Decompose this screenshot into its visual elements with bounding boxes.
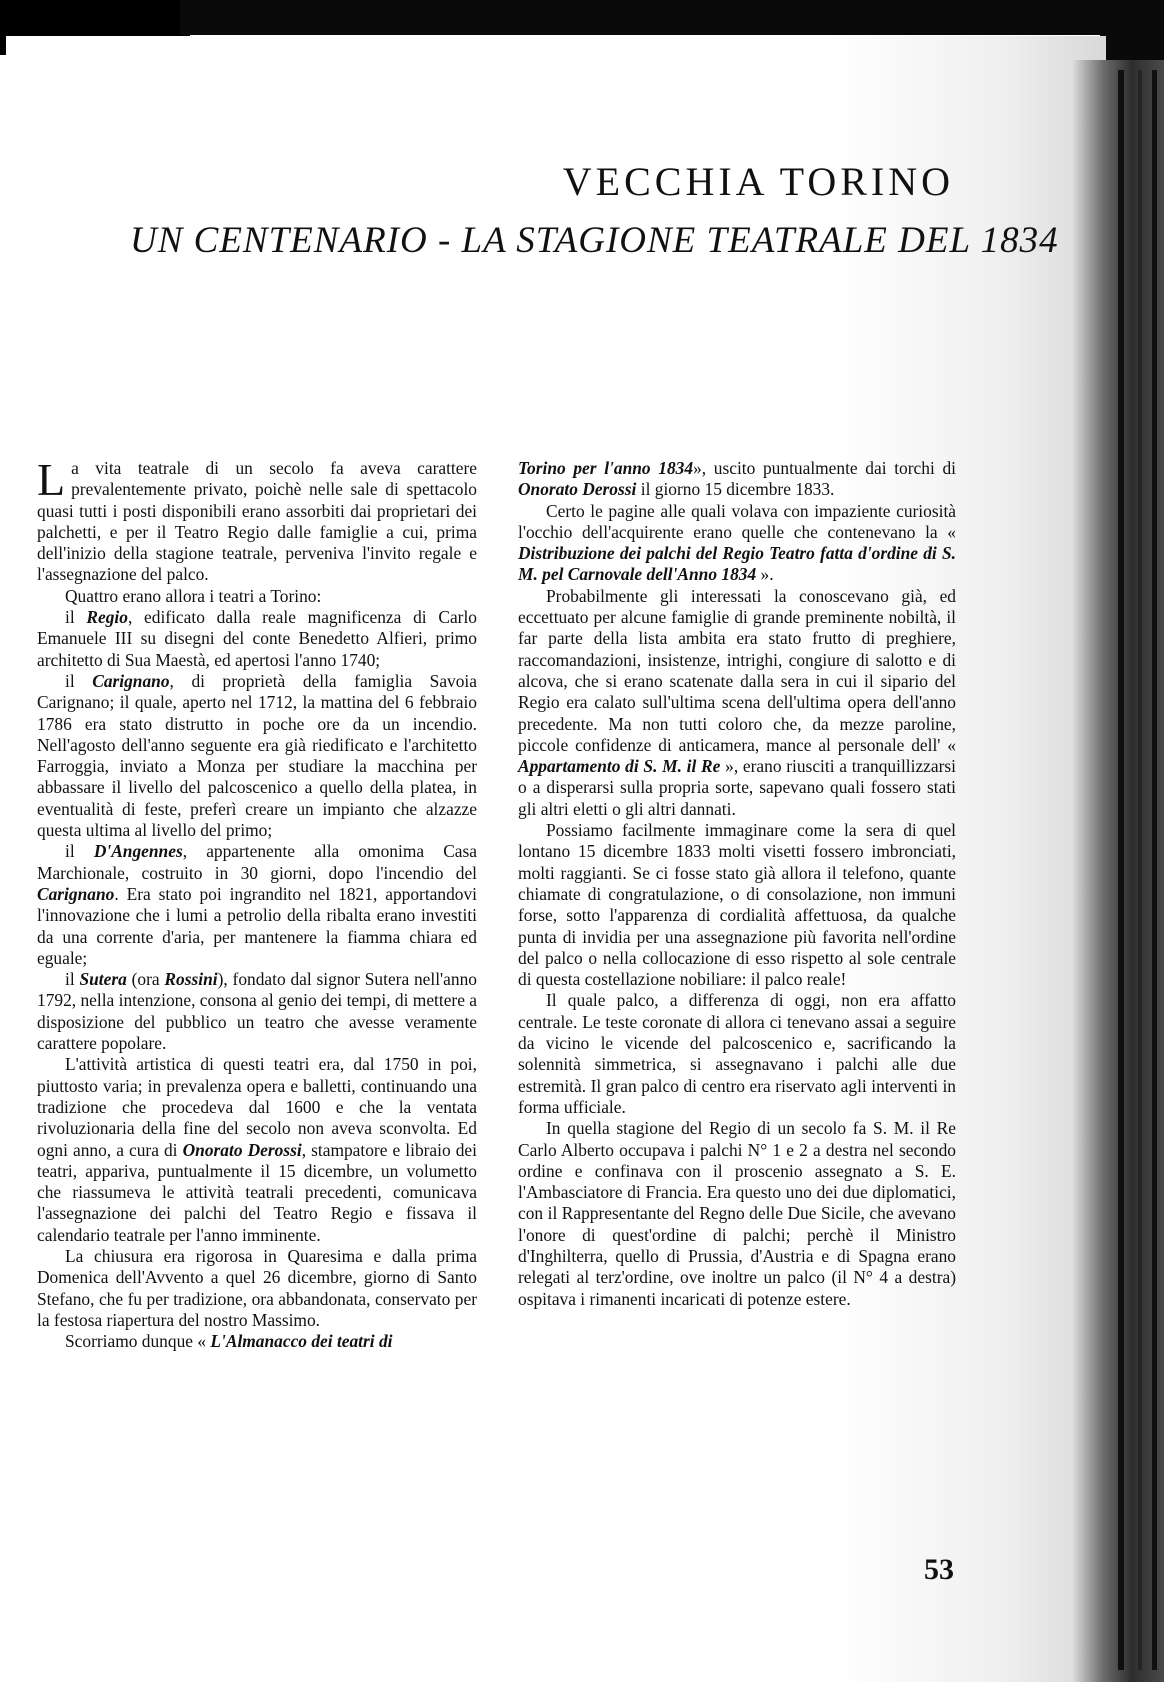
article-column-right: [518, 458, 956, 1310]
theatre-name: Carignano: [92, 670, 170, 691]
page-edge-stripe: [1118, 70, 1124, 1670]
theatre-name: D'Angennes: [93, 841, 183, 862]
publisher-name: Onorato Derossi: [518, 479, 637, 500]
drop-cap: L: [37, 454, 66, 505]
article-column-left: [37, 454, 477, 1352]
article-title: UN CENTENARIO - LA STAGIONE TEATRALE DEL 1834: [130, 220, 1059, 261]
page-edge-stripe: [1152, 70, 1157, 1670]
paragraph: Il quale palco, a differenza di oggi, non era affatto centrale. Le teste coronate di allora ci tenevano assai a seguire da vicino le vicende del palcoscenico e, sacrificando la solennità simmetrica, si assegnavano i palchi alle due estremità. Il gran palco di centro era riservato agli interventi in forma ufficiale.: [518, 990, 956, 1117]
paragraph: Possiamo facilmente immaginare come la sera di quel lontano 15 dicembre 1833 molti visetti fossero imbronciati, molti raggianti. Se ci fosse stato già allora il telefono, quante chiamate di congratulazione, o di consolazione, non immuni forse, sotto l'apparenza di cordialità affettuosa, da qualche punta di invidia per una assegnazione più favorita nell'ordine del palco o nella collocazione di esso rispetto al sole centrale di questa costellazione nobiliare: il palco reale!: [518, 820, 956, 990]
publication-title: Distribuzione dei palchi del Regio Teatro fatta d'ordine di S. M. pel Carnovale dell'Anno 1834: [518, 543, 956, 585]
page-edge-stripe: [1138, 70, 1142, 1670]
scan-border-top: [180, 0, 1164, 35]
paragraph: Quattro erano allora i teatri a Torino:: [65, 585, 322, 606]
paragraph: Certo le pagine alle quali volava con impaziente curiosità l'occhio dell'acquirente erano quelle che contenevano la « Distribuzione dei palchi del Regio Teatro fatta d'ordine di S. M. pel Carnovale dell'Anno 1834 ».: [518, 500, 956, 585]
section-title: VECCHIA TORINO: [562, 159, 954, 204]
page-number: 53: [924, 1553, 954, 1586]
paragraph: Scorriamo dunque « L'Almanacco dei teatri di: [65, 1331, 393, 1352]
paragraph: Torino per l'anno 1834», uscito puntualmente dai torchi di Onorato Derossi il giorno 15 dicembre 1833.: [518, 458, 956, 500]
theatre-name: Sutera: [79, 969, 127, 990]
paragraph: il Regio, edificato dalla reale magnificenza di Carlo Emanuele III su disegni del conte Benedetto Alfieri, primo architetto di Sua Maestà, ed apertosi l'anno 1740;: [37, 607, 477, 670]
publication-title: Appartamento di S. M. il Re: [518, 756, 721, 777]
paragraph: il D'Angennes, appartenente alla omonima Casa Marchionale, costruito in 30 giorni, dopo l'incendio del Carignano. Era stato poi ingrandito nel 1821, apportandovi l'innovazione che i lumi a petrolio della ribalta erano investiti da una corrente d'aria, per mantenere la fiamma chiara ed eguale;: [37, 841, 477, 968]
paragraph: La chiusura era rigorosa in Quaresima e dalla prima Domenica dell'Avvento a quel 26 dicembre, giorno di Santo Stefano, che fu per tradizione, ora abbandonata, conservato per la festosa riapertura del nostro Massimo.: [37, 1245, 477, 1330]
publication-title: Torino per l'anno 1834: [518, 458, 694, 478]
paragraph: il Sutera (ora Rossini), fondato dal signor Sutera nell'anno 1792, nella intenzione, consona al genio dei tempi, di mettere a disposizione del pubblico un teatro che avesse veramente carattere popolare.: [37, 969, 477, 1054]
paragraph: L'attività artistica di questi teatri era, dal 1750 in poi, piuttosto varia; in prevalenza opera e balletti, continuando una tradizione che procedeva dal 1600 e che la ventata rivoluzionaria della fine del secolo non aveva sconvolta. Ed ogni anno, a cura di Onorato Derossi, stampatore e libraio dei teatri, appariva, puntualmente il 15 dicembre, un volumetto che riassumeva le attività teatrali precedenti, comunicava l'assegnazione dei palchi del Teatro Regio e fissava il calendario teatrale per l'anno imminente.: [37, 1054, 477, 1245]
paragraph: In quella stagione del Regio di un secolo fa S. M. il Re Carlo Alberto occupava i palchi N° 1 e 2 a destra nel secondo ordine e confinava con il proscenio assegnato a S. E. l'Ambasciatore di Francia. Era questo uno dei due diplomatici, con il Rappresentante del Regno delle Due Sicile, che avevano l'onore di quest'ordine di palchi; perchè il Ministro d'Inghilterra, quello di Prussia, d'Austria e di Spagna erano relegati al terz'ordine, ove inoltre un palco (il N° 4 a destra) ospitava i rimanenti incaricati di potenze estere.: [518, 1118, 956, 1309]
paragraph: La vita teatrale di un secolo fa aveva carattere prevalentemente privato, poichè nelle sale di spettacolo quasi tutti i posti disponibili erano assorbiti dai proprietari dei palchetti, e per il Teatro Regio dalle famiglie a cui, prima dell'inizio della stagione teatrale, perveniva l'invito regale e l'assegnazione del palco.: [37, 454, 477, 585]
theatre-name: Rossini: [164, 969, 218, 990]
paragraph: il Carignano, di proprietà della famiglia Savoia Carignano; il quale, aperto nel 1712, la mattina del 6 febbraio 1786 era stato distrutto in poche ore da un incendio. Nell'agosto dell'anno seguente era già riedificato e l'architetto Farroggia, inviato a Monza per studiare la macchina per abbassare il livello del palcoscenico a quello della platea, in eventualità di feste, preferì creare un impianto che alzazze questa ultima al livello del primo;: [37, 670, 477, 841]
theatre-name: Regio: [86, 607, 128, 628]
theatre-name: Carignano: [37, 883, 115, 904]
publisher-name: Onorato Derossi: [182, 1139, 302, 1160]
publication-title: L'Almanacco dei teatri di: [210, 1331, 393, 1352]
paragraph: Probabilmente gli interessati la conoscevano già, ed eccettuato per alcune famiglie di grande preminente nobiltà, il far parte della lista ambita era stato frutto di preghiere, raccomandazioni, insistenze, intrighi, congiure di salotto e di alcova, che si erano scatenate dalla sera in cui il sipario del Regio era calato sull'ultima scena dell'ultima opera dell'anno precedente. Ma non tutti coloro che, da mezze paroline, piccole confidenze di anticamera, mance al personale dell' « Appartamento di S. M. il Re », erano riusciti a tranquillizzarsi o a disperarsi sulla propria sorte, sapevano quali fossero stati gli altri eletti o gli altri dannati.: [518, 585, 956, 819]
